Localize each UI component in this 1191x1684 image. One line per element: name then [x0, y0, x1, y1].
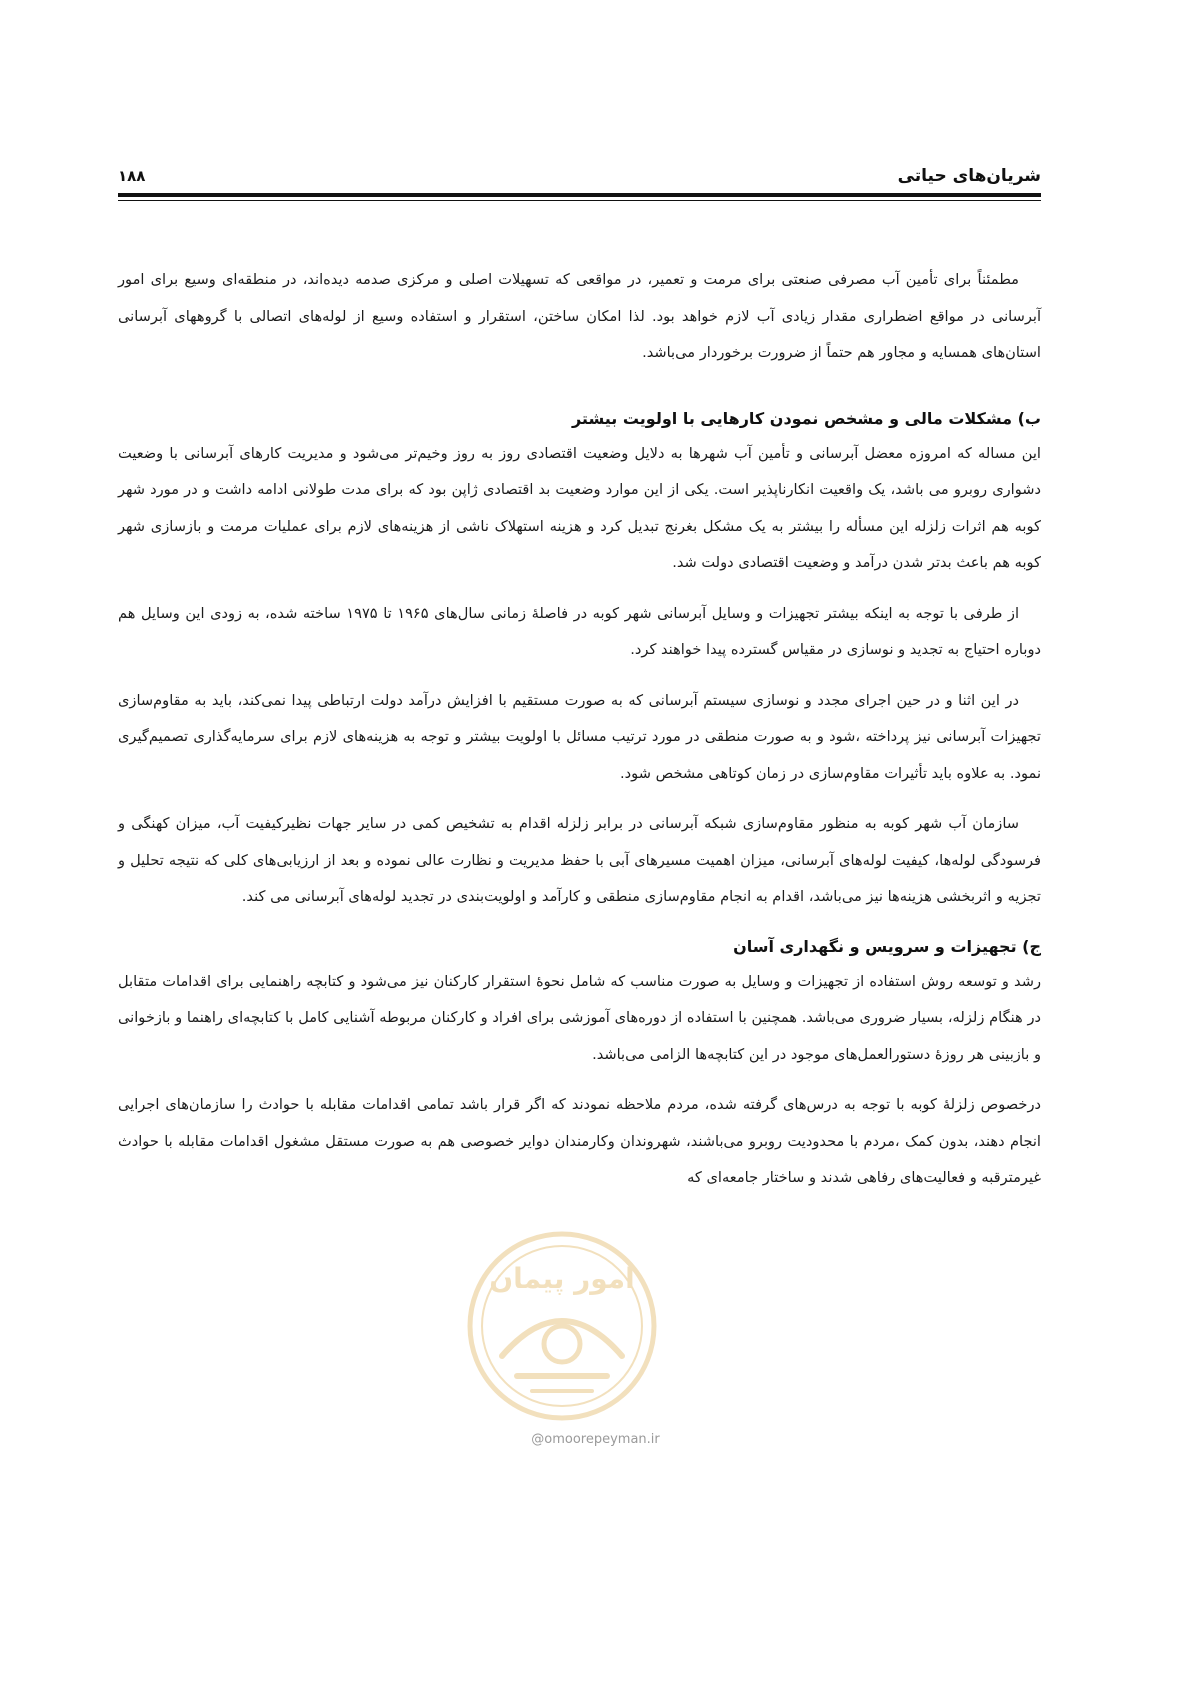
watermark-seal [462, 1226, 662, 1426]
watermark-text: امور پیمان [489, 1262, 635, 1295]
intro-paragraph: مطمئناً برای تأمین آب مصرفی صنعتی برای مرمت و تعمیر، در مواقعی که تسهیلات اصلی و مرکزی صدمه دیده‌اند، در منطقه‌ای وسیع برای امور آبرسانی در مواقع اضطراری مقدار زیادی آب لازم خواهد بود. لذا امکان ساختن، استقرار و استفاده وسیع از لوله‌های اتصالی با گروههای آبرسانی استان‌های همسایه و مجاور هم حتماً از ضرورت برخوردار می‌باشد. [118, 271, 1041, 361]
paragraph-b2: از طرفی با توجه به اینکه بیشتر تجهیزات و وسایل آبرسانی شهر کوبه در فاصلهٔ زمانی سال‌های ۱۹۶۵ تا ۱۹۷۵ ساخته شده، به زودی این وسایل هم دوباره احتیاج به تجدید و نوسازی در مقیاس گسترده پیدا خواهند کرد. [118, 604, 1041, 658]
paragraph-b3: در این اثنا و در حین اجرای مجدد و نوسازی سیستم آبرسانی که به صورت مستقیم با افزایش درآمد دولت ارتباطی پیدا نمی‌کند، باید به مقاوم‌سازی تجهیزات آبرسانی نیز پرداخته ،شود و به صورت منطقی در مورد ترتیب مسائل با اولویت بیشتر و توجه به هزینه‌های لازم برای سرمایه‌گذاری تصمیم‌گیری نمود. به علاوه باید تأثیرات مقاوم‌سازی در زمان کوتاهی مشخص شود. [118, 691, 1041, 782]
running-title: شریان‌های حیاتی [897, 166, 1041, 186]
paragraph-b1: این مساله که امروزه معضل آبرسانی و تأمین آب شهرها به دلایل وضعیت اقتصادی روز به روز وخیم‌تر می‌شود و مدیریت کارهای آبرسانی با وضعیت دشواری روبرو می باشد، یک واقعیت انکارناپذیر است. یکی از این موارد وضعیت بد اقتصادی ژاپن بود که برای مدت طولانی ادامه داشت و در مورد شهر کوبه هم اثرات زلزله این مسأله را بیشتر به یک مشکل بغرنج تبدیل کرد و هزینه استهلاک ناشی از هزینه‌های لازم برای عملیات مرمت و بازسازی شهر کوبه هم باعث بدتر شدن درآمد و وضعیت اقتصادی دولت شد. [118, 444, 1041, 571]
header-rule-thin [118, 200, 1041, 201]
watermark-url: @omoorepeyman.ir [531, 1432, 660, 1447]
paragraph-c2: درخصوص زلزلهٔ کوبه با توجه به درس‌های گرفته شده، مردم ملاحظه نمودند که اگر قرار باشد تمامی اقدامات مقابله با حوادث را سازمان‌های اجرایی انجام دهند، بدون کمک ،مردم با محدودیت روبرو می‌باشند، شهروندان وکارمندان دوایر خصوصی هم به صورت مستقل مشغول اقدامات مقابله با حوادث غیرمترقبه و فعالیت‌های رفاهی شدند و ساختار جامعه‌ای که [118, 1096, 1041, 1186]
header-rule-thick [118, 193, 1041, 197]
section-heading-c: ج) تجهیزات و سرویس و نگهداری آسان [733, 936, 1041, 956]
page-number: ۱۸۸ [118, 167, 146, 185]
section-heading-b: ب) مشکلات مالی و مشخص نمودن کارهایی با اولویت بیشتر [571, 408, 1041, 428]
paragraph-c1: رشد و توسعه روش استفاده از تجهیزات و وسایل به صورت مناسب که شامل نحوهٔ استقرار کارکنان نیز می‌شود و کتابچه راهنمایی برای اقدامات متقابل در هنگام زلزله، بسیار ضروری می‌باشد. همچنین با استفاده از دوره‌های آموزشی برای افراد و کارکنان مربوطه آشنایی کامل با کتابچه‌ای راهنما و بازخوانی و بازبینی هر روزهٔ دستورالعمل‌های موجود در این کتابچه‌ها الزامی می‌باشد. [118, 972, 1041, 1063]
paragraph-b4: سازمان آب شهر کوبه به منظور مقاوم‌سازی شبکه آبرسانی در برابر زلزله اقدام به تشخیص کمی در سایر جهات نظیرکیفیت آب، میزان کهنگی و فرسودگی لوله‌ها، کیفیت لوله‌های آبرسانی، میزان اهمیت مسیرهای آبی با حفظ مدیریت و نظارت عالی نموده و بعد از ارزیابی‌های کلی که نتیجه تحلیل و تجزیه و اثربخشی هزینه‌ها نیز می‌باشد، اقدام به انجام مقاوم‌سازی منطقی و کارآمد و اولویت‌بندی در تجدید لوله‌های آبرسانی می کند. [118, 815, 1041, 905]
body-text [118, 262, 1041, 1211]
